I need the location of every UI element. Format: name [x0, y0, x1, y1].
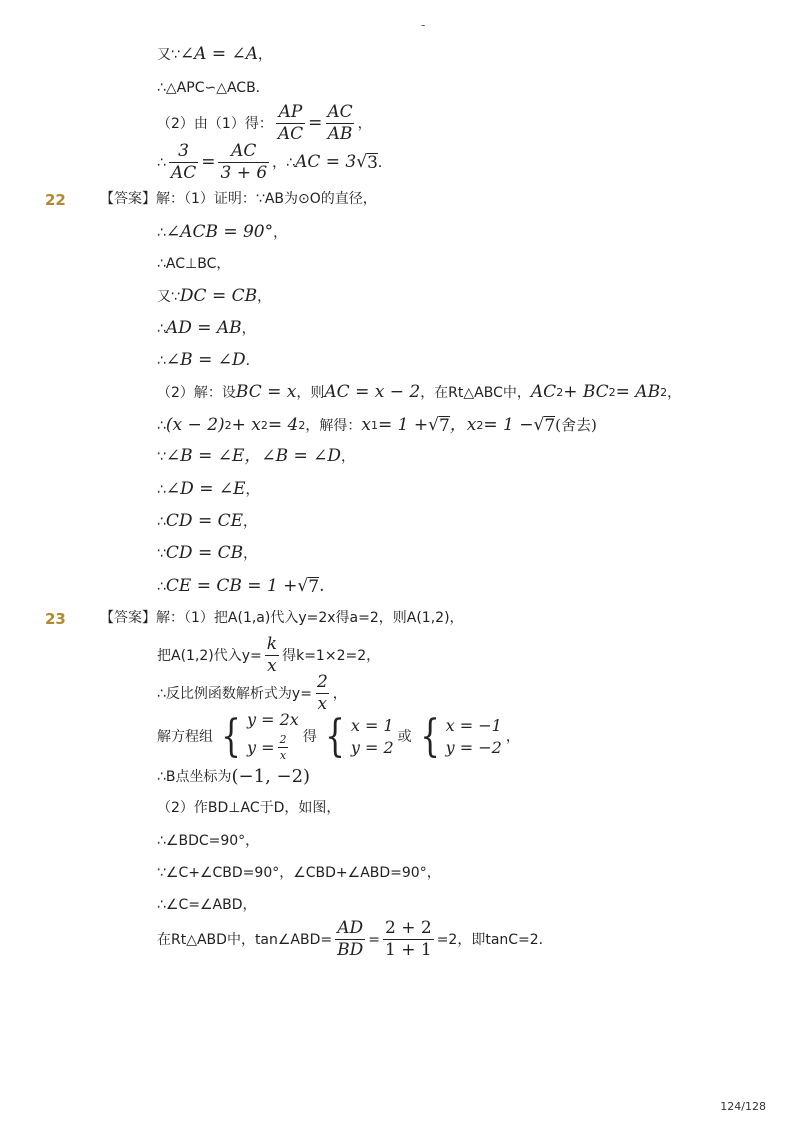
denominator: 1 + 1 — [385, 940, 432, 960]
text: ∴反比例函数解析式为y= — [157, 685, 312, 702]
q23-line-1 — [100, 611, 464, 625]
math: AC — [530, 382, 557, 402]
solution-system-1 — [321, 710, 394, 762]
sqrt-sign: √ — [533, 415, 545, 435]
numerator: 3 — [178, 141, 189, 161]
equation: y = 2 — [350, 737, 394, 757]
text: 得k=1×2=2， — [282, 647, 381, 664]
text: ∴ — [157, 154, 166, 171]
numerator: AC — [327, 102, 353, 122]
equation — [247, 734, 299, 761]
q21-line-2 — [157, 81, 270, 95]
text: . — [319, 576, 325, 596]
brace: { — [221, 710, 241, 762]
denominator: x — [279, 749, 287, 762]
text: ∴∠BDC=90°， — [157, 833, 260, 849]
equation: y = −2 — [445, 737, 502, 757]
exponent: 2 — [224, 419, 232, 432]
denominator: AC — [277, 124, 304, 144]
math: ，x — [449, 415, 477, 435]
top-mark: - — [421, 18, 426, 32]
text: =2，即tanC=2． — [436, 931, 553, 948]
text: ． — [377, 154, 392, 171]
q22-line-7 — [157, 384, 681, 401]
math: = 1 + — [377, 415, 429, 435]
denominator: x — [317, 694, 328, 714]
numerator: 2 — [316, 672, 328, 692]
text: ∴ — [157, 352, 166, 369]
text: 在Rt△ABD中，tan∠ABD= — [157, 931, 333, 948]
math: ∠ACB = 90° — [165, 222, 274, 242]
text: ∴ — [157, 481, 166, 498]
text: （2）作BD⊥AC于D，如图， — [157, 800, 341, 816]
text: ， — [243, 513, 258, 530]
math: DC = CB — [179, 286, 258, 306]
text: ，在Rt△ABC中， — [420, 384, 531, 401]
fraction — [265, 636, 279, 675]
math: + x — [231, 415, 261, 435]
q23-line-8 — [157, 866, 441, 880]
text: ∴AC⊥BC， — [157, 256, 231, 272]
q23-line-7 — [157, 834, 259, 848]
fraction — [315, 674, 330, 713]
text: 或 — [397, 728, 412, 745]
text: （2）由（1）得： — [157, 115, 273, 132]
q22-line-2 — [157, 224, 287, 241]
text: 【答案】解：（1）把A(1,a)代入y=2x得a=2，则A(1,2)， — [100, 610, 464, 626]
q22-line-6 — [157, 352, 260, 369]
math: ∠A = ∠A — [179, 44, 259, 64]
exponent: 2 — [298, 419, 306, 432]
numerator: AD — [337, 918, 364, 938]
numerator: 2 + 2 — [385, 918, 432, 938]
text: ， — [241, 320, 256, 337]
math: CD = CE — [165, 511, 244, 531]
text: ， — [332, 685, 347, 702]
subscript: 2 — [476, 419, 484, 432]
text: ∴ — [157, 417, 166, 434]
fraction — [169, 143, 198, 182]
q23-line-9 — [157, 898, 256, 912]
math: ∠D = ∠E — [165, 479, 246, 499]
q23-line-5 — [157, 768, 310, 786]
fraction — [278, 734, 289, 761]
q22-line-3 — [157, 257, 230, 271]
math: AC = x − 2 — [324, 382, 421, 402]
text: ， — [243, 545, 258, 562]
numerator: 2 — [279, 733, 287, 746]
q21-line-3 — [157, 104, 372, 143]
text: ∴∠C=∠ABD， — [157, 897, 257, 913]
q22-line-10 — [157, 481, 260, 498]
math: ∠B = ∠D — [165, 350, 246, 370]
q22-line-5 — [157, 320, 256, 337]
radicand: 7 — [438, 416, 450, 436]
text: 得 — [302, 728, 317, 745]
text: ∵ — [157, 545, 166, 562]
text: = — [368, 931, 380, 948]
text: (舍去) — [555, 416, 597, 434]
q22-line-9 — [157, 448, 355, 465]
question-number-23: 23 — [45, 610, 66, 628]
brace: { — [325, 710, 345, 762]
math: AD = AB — [165, 318, 242, 338]
math: x — [361, 415, 371, 435]
fraction — [218, 143, 269, 182]
sqrt-sign: √ — [356, 152, 368, 172]
math: + BC — [563, 382, 609, 402]
text: ， — [258, 46, 273, 63]
text: ， — [245, 481, 260, 498]
text: ，则 — [296, 384, 325, 401]
text: ，∴ — [272, 154, 296, 171]
text: ， — [341, 448, 356, 465]
text: 又∵ — [157, 288, 180, 305]
denominator: AC — [170, 163, 197, 183]
q21-line-4 — [157, 143, 392, 182]
text: ∴△APC∽△ACB． — [157, 80, 270, 96]
fraction — [335, 920, 365, 959]
text: ∴ — [157, 224, 166, 241]
denominator: BD — [337, 940, 364, 960]
q22-line-12 — [157, 545, 257, 562]
text: ， — [257, 288, 272, 305]
q22-line-13 — [157, 577, 324, 596]
text: ． — [245, 352, 260, 369]
math: CE = CB = 1 + — [165, 576, 298, 596]
equation-system — [217, 712, 299, 761]
radicand: 7 — [544, 416, 556, 436]
text: ，解得： — [305, 417, 362, 434]
q23-line-2 — [157, 636, 380, 675]
text: ， — [273, 224, 288, 241]
exponent: 2 — [608, 386, 616, 399]
math: CD = CB — [165, 543, 244, 563]
text: ∵∠C+∠CBD=90°，∠CBD+∠ABD=90°， — [157, 865, 441, 881]
math: = AB — [615, 382, 661, 402]
q23-line-4 — [157, 712, 520, 761]
text: ， — [357, 115, 372, 132]
text: ∴ — [157, 578, 166, 595]
fraction — [383, 920, 434, 959]
math: = 1 − — [483, 415, 534, 435]
q23-line-3 — [157, 674, 347, 713]
q23-line-10 — [157, 920, 553, 959]
subscript: 1 — [370, 419, 378, 432]
brace: { — [419, 710, 440, 762]
equation: x = 1 — [350, 715, 394, 735]
text: ∴B点坐标为 — [157, 769, 232, 785]
equals: = — [308, 113, 323, 133]
text: ∴ — [157, 320, 166, 337]
math: y = — [247, 737, 275, 757]
radicand: 7 — [308, 577, 320, 597]
denominator: x — [267, 656, 277, 676]
numerator: AP — [278, 102, 303, 122]
math: ∠B = ∠E，∠B = ∠D — [165, 446, 342, 466]
equals: = — [201, 152, 216, 172]
q22-line-11 — [157, 513, 257, 530]
solution-system-2 — [416, 710, 502, 762]
q22-line-8 — [157, 416, 597, 435]
math: = 4 — [267, 415, 299, 435]
math: AC = 3 — [295, 152, 357, 172]
exponent: 2 — [660, 386, 668, 399]
text: ， — [505, 728, 520, 745]
fraction — [276, 104, 305, 143]
equation: y = 2x — [247, 710, 299, 729]
q21-line-1 — [157, 46, 272, 63]
math: (−1, −2) — [231, 766, 311, 787]
text: （2）解：设 — [157, 384, 236, 401]
q22-line-4 — [157, 288, 271, 305]
text: 把A(1,2)代入y= — [157, 647, 262, 664]
text: 【答案】解：（1）证明：∵AB为⊙O的直径， — [100, 191, 377, 207]
q23-line-6 — [157, 801, 340, 815]
denominator: AB — [327, 124, 353, 144]
fraction — [325, 104, 354, 143]
exponent: 2 — [260, 419, 268, 432]
sqrt-sign: √ — [428, 415, 439, 435]
text: 又∵ — [157, 46, 180, 63]
numerator: k — [266, 634, 278, 654]
denominator: 3 + 6 — [220, 163, 268, 183]
question-number-22: 22 — [45, 191, 66, 209]
math: BC = x — [235, 382, 297, 402]
text: ∴ — [157, 513, 166, 530]
radicand: 3 — [367, 153, 378, 173]
equation: x = −1 — [445, 715, 502, 735]
numerator: AC — [231, 141, 257, 161]
math: (x − 2) — [165, 415, 225, 435]
exponent: 2 — [556, 386, 564, 399]
text: ， — [667, 384, 682, 401]
sqrt-sign: √ — [297, 576, 309, 596]
text: ∵ — [157, 448, 166, 465]
q22-line-1 — [100, 192, 377, 206]
page-number: 124/128 — [720, 1100, 766, 1113]
text: 解方程组 — [157, 728, 213, 745]
